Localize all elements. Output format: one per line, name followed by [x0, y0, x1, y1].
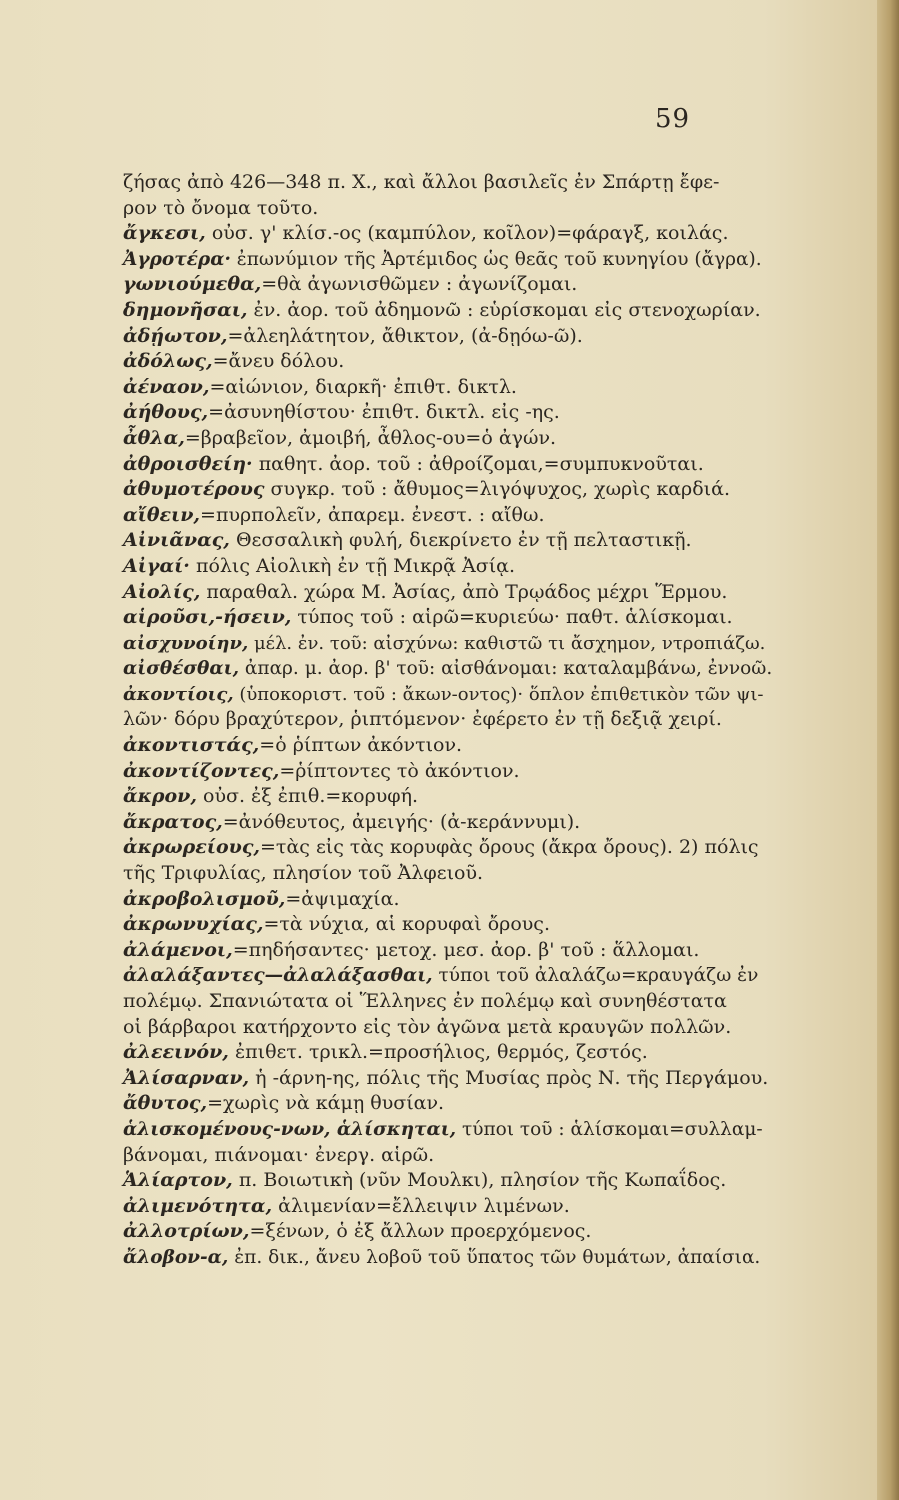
- headword: ἀκροβολισμοῦ,: [123, 887, 286, 910]
- definition: =βραβεῖον, ἀμοιβή, ἆθλος-ου=ὁ ἀγών.: [184, 426, 557, 449]
- definition: =ἀσυνηθίστου· ἐπιθτ. δικτλ. εἰς -ης.: [208, 401, 560, 424]
- headword: ἀλάμενοι,: [123, 938, 233, 961]
- definition: =πηδήσαντες· μετοχ. μεσ. ἀορ. β' τοῦ : ἅλλομαι.: [232, 938, 700, 961]
- glossary-line: [123, 989, 773, 1015]
- glossary-line: [123, 452, 773, 478]
- glossary-line: [123, 682, 773, 708]
- headword: ἀκοντίοις,: [123, 683, 234, 705]
- glossary-line: [123, 580, 773, 606]
- definition: οἱ βάρβαροι κατήρχοντο εἰς τὸν ἀγῶνα μετὰ κραυγῶν πολλῶν.: [123, 1015, 732, 1038]
- glossary-line: [123, 1066, 773, 1092]
- headword: ἀδόλως,: [123, 350, 213, 373]
- glossary-line: [123, 1245, 773, 1271]
- headword: ἀλλοτρίων,: [123, 1220, 250, 1243]
- definition: βάνομαι, πιάνομαι· ἐνεργ. αἱρῶ.: [123, 1143, 435, 1166]
- glossary-line: [123, 554, 773, 580]
- glossary-line: [123, 733, 773, 759]
- glossary-line: [123, 1117, 773, 1143]
- glossary-line: [123, 298, 773, 324]
- glossary-line: [123, 1168, 773, 1194]
- glossary-line: [123, 1040, 773, 1066]
- definition: =τὰς εἰς τὰς κορυφὰς ὄρους (ἄκρα ὄρους). 2) πόλις: [260, 836, 759, 859]
- glossary-line: [123, 861, 773, 887]
- headword: ἀθυμοτέρους: [123, 478, 265, 501]
- glossary-line: [123, 528, 773, 554]
- headword: Αἰολίς,: [123, 580, 201, 603]
- headword: ἄκρατος,: [123, 810, 223, 833]
- definition: =τὰ νύχια, αἱ κορυφαὶ ὄρους.: [263, 913, 550, 936]
- glossary-line: [123, 1219, 773, 1245]
- definition: οὐσ. ἐξ ἐπιθ.=κορυφή.: [196, 785, 419, 808]
- glossary-line: [123, 196, 773, 222]
- glossary-line: [123, 503, 773, 529]
- glossary-line: [123, 1143, 773, 1169]
- definition: ἀλιμενίαν=ἔλλειψιν λιμένων.: [272, 1194, 570, 1217]
- headword: Ἀγροτέρα·: [123, 248, 231, 270]
- glossary-line: [123, 349, 773, 375]
- glossary-line: [123, 170, 773, 196]
- glossary-line: [123, 221, 773, 247]
- glossary-line: [123, 963, 773, 989]
- definition: τῆς Τριφυλίας, πλησίον τοῦ Ἀλφειοῦ.: [123, 862, 484, 885]
- definition: οὐσ. γ' κλίσ.-ος (καμπύλον, κοῖλον)=φάραγξ, κοιλάς.: [205, 222, 729, 245]
- glossary-line: [123, 247, 773, 273]
- definition: ἐπιθετ. τρικλ.=προσήλιος, θερμός, ζεστός.: [228, 1041, 648, 1064]
- definition: =ἀψιμαχία.: [285, 887, 400, 910]
- glossary-line: [123, 835, 773, 861]
- definition: =ἀλεηλάτητον, ἄθικτον, (ἀ-δῃόω-ῶ).: [227, 324, 583, 347]
- headword: ἀθροισθείη·: [123, 452, 253, 475]
- headword: ἀκοντιστάς,: [123, 734, 260, 757]
- definition: τύποι τοῦ ἀλαλάζω=κραυγάζω ἐν: [432, 965, 759, 987]
- definition: ἡ -άρνη-ης, πόλις τῆς Μυσίας πρὸς Ν. τῆς Περγάμου.: [249, 1066, 769, 1089]
- headword: δημονῆσαι,: [123, 298, 248, 321]
- definition: ἐπωνύμιον τῆς Ἀρτέμιδος ὡς θεᾶς τοῦ κυνηγίου (ἄγρα).: [230, 248, 762, 270]
- definition: =θὰ ἀγωνισθῶμεν : ἀγωνίζομαι.: [261, 273, 578, 296]
- glossary-line: [123, 324, 773, 350]
- glossary-line: [123, 810, 773, 836]
- definition: παθητ. ἀορ. τοῦ : ἀθροίζομαι,=συμπυκνοῦται.: [252, 452, 704, 475]
- glossary-line: [123, 1091, 773, 1117]
- page-edge: [877, 0, 899, 1500]
- definition: τύποι τοῦ : ἁλίσκομαι=συλλαμ-: [456, 1118, 763, 1140]
- glossary-line: [123, 656, 773, 682]
- glossary-line: [123, 912, 773, 938]
- headword: ἀδῄωτον,: [123, 324, 228, 347]
- headword: αἴθειν,: [123, 503, 201, 526]
- headword: Ἀλίσαρναν,: [123, 1066, 250, 1089]
- glossary-line: [123, 631, 773, 657]
- headword: ἄγκεσι,: [123, 222, 206, 245]
- headword: Ἁλίαρτον,: [123, 1169, 233, 1192]
- definition: πόλις Αἰολικὴ ἐν τῇ Μικρᾷ Ἀσίᾳ.: [189, 554, 516, 577]
- glossary-line: [123, 784, 773, 810]
- definition: =ξένων, ὁ ἐξ ἄλλων προερχόμενος.: [249, 1220, 592, 1243]
- glossary-line: [123, 938, 773, 964]
- headword: ἀλαλάξαντες—ἀλαλάξασθαι,: [123, 965, 433, 987]
- glossary-line: [123, 887, 773, 913]
- page-number: 59: [655, 104, 691, 134]
- glossary-line: [123, 272, 773, 298]
- headword: γωνιούμεθα,: [123, 273, 262, 296]
- definition: =ὁ ῥίπτων ἀκόντιον.: [259, 734, 463, 757]
- glossary-line: [123, 605, 773, 631]
- definition: =αἰώνιον, διαρκῆ· ἐπιθτ. δικτλ.: [209, 375, 517, 398]
- headword: ἆθλα,: [123, 426, 185, 449]
- glossary-line: [123, 759, 773, 785]
- definition: ἐν. ἀορ. τοῦ ἀδημονῶ : εὑρίσκομαι εἰς στενοχωρίαν.: [247, 298, 761, 321]
- definition: =ἀνόθευτος, ἀμειγής· (ἀ-κεράννυμι).: [222, 810, 581, 833]
- glossary-line: [123, 707, 773, 733]
- definition: =χωρὶς νὰ κάμῃ θυσίαν.: [207, 1092, 445, 1115]
- definition: Θεσσαλικὴ φυλή, διεκρίνετο ἐν τῇ πελταστικῇ.: [229, 529, 692, 552]
- headword: ἄλοβον-α,: [123, 1246, 229, 1268]
- definition: π. Βοιωτικὴ (νῦν Μουλκι), πλησίον τῆς Κωπαΐδος.: [232, 1169, 727, 1192]
- definition: =ῥίπτοντες τὸ ἀκόντιον.: [279, 759, 520, 782]
- headword: ἄκρον,: [123, 785, 197, 808]
- definition: (ὑποκοριστ. τοῦ : ἄκων-οντος)· ὅπλον ἐπιθετικὸν τῶν ψι-: [233, 683, 764, 705]
- headword: ἁλισκομένους-νων, ἁλίσκηται,: [123, 1118, 457, 1140]
- definition: ρον τὸ ὄνομα τοῦτο.: [123, 196, 319, 219]
- headword: ἀκρωνυχίας,: [123, 913, 264, 936]
- headword: Αἰνιᾶνας,: [123, 529, 230, 552]
- definition: πολέμῳ. Σπανιώτατα οἱ Ἕλληνες ἐν πολέμῳ καὶ συνηθέστατα: [123, 990, 727, 1012]
- headword: Αἰγαί·: [123, 554, 190, 577]
- headword: αἰσχυνοίην,: [123, 632, 249, 654]
- glossary-line: [123, 375, 773, 401]
- glossary-line: [123, 400, 773, 426]
- definition: =πυρπολεῖν, ἀπαρεμ. ἐνεστ. : αἴθω.: [200, 503, 545, 526]
- glossary-line: [123, 477, 773, 503]
- definition: τύπος τοῦ : αἱρῶ=κυριεύω· παθτ. ἁλίσκομαι.: [291, 606, 733, 629]
- definition: =ἄνευ δόλου.: [212, 350, 345, 373]
- glossary-line: [123, 1015, 773, 1041]
- definition: ζήσας ἀπὸ 426—348 π. Χ., καὶ ἄλλοι βασιλεῖς ἐν Σπάρτῃ ἔφε-: [123, 171, 720, 193]
- definition: μέλ. ἐν. τοῦ: αἰσχύνω: καθιστῶ τι ἄσχημον, ντροπιάζω.: [248, 632, 766, 654]
- headword: ἀκρωρείους,: [123, 836, 261, 859]
- definition: ἀπαρ. μ. ἀορ. β' τοῦ: αἰσθάνομαι: καταλαμβάνω, ἐννοῶ.: [239, 658, 773, 680]
- headword: αἱροῦσι,-ήσειν,: [123, 606, 292, 629]
- headword: ἀέναον,: [123, 375, 210, 398]
- definition: ἐπ. δικ., ἄνευ λοβοῦ τοῦ ὕπατος τῶν θυμάτων, ἀπαίσια.: [228, 1246, 761, 1268]
- definition: λῶν· δόρυ βραχύτερον, ῥιπτόμενον· ἐφέρετο ἐν τῇ δεξιᾷ χειρί.: [123, 708, 722, 731]
- glossary-line: [123, 426, 773, 452]
- headword: ἀλεεινόν,: [123, 1041, 229, 1064]
- headword: αἰσθέσθαι,: [123, 658, 240, 680]
- glossary-text: [123, 170, 773, 1271]
- headword: ἀήθους,: [123, 401, 209, 424]
- headword: ἀλιμενότητα,: [123, 1194, 273, 1217]
- definition: παραθαλ. χώρα Μ. Ἀσίας, ἀπὸ Τρῳάδος μέχρι Ἕρμου.: [200, 580, 728, 603]
- definition: συγκρ. τοῦ : ἄθυμος=λιγόψυχος, χωρὶς καρδιά.: [264, 478, 730, 501]
- headword: ἀκοντίζοντες,: [123, 759, 280, 782]
- glossary-line: [123, 1194, 773, 1220]
- headword: ἄθυτος,: [123, 1092, 208, 1115]
